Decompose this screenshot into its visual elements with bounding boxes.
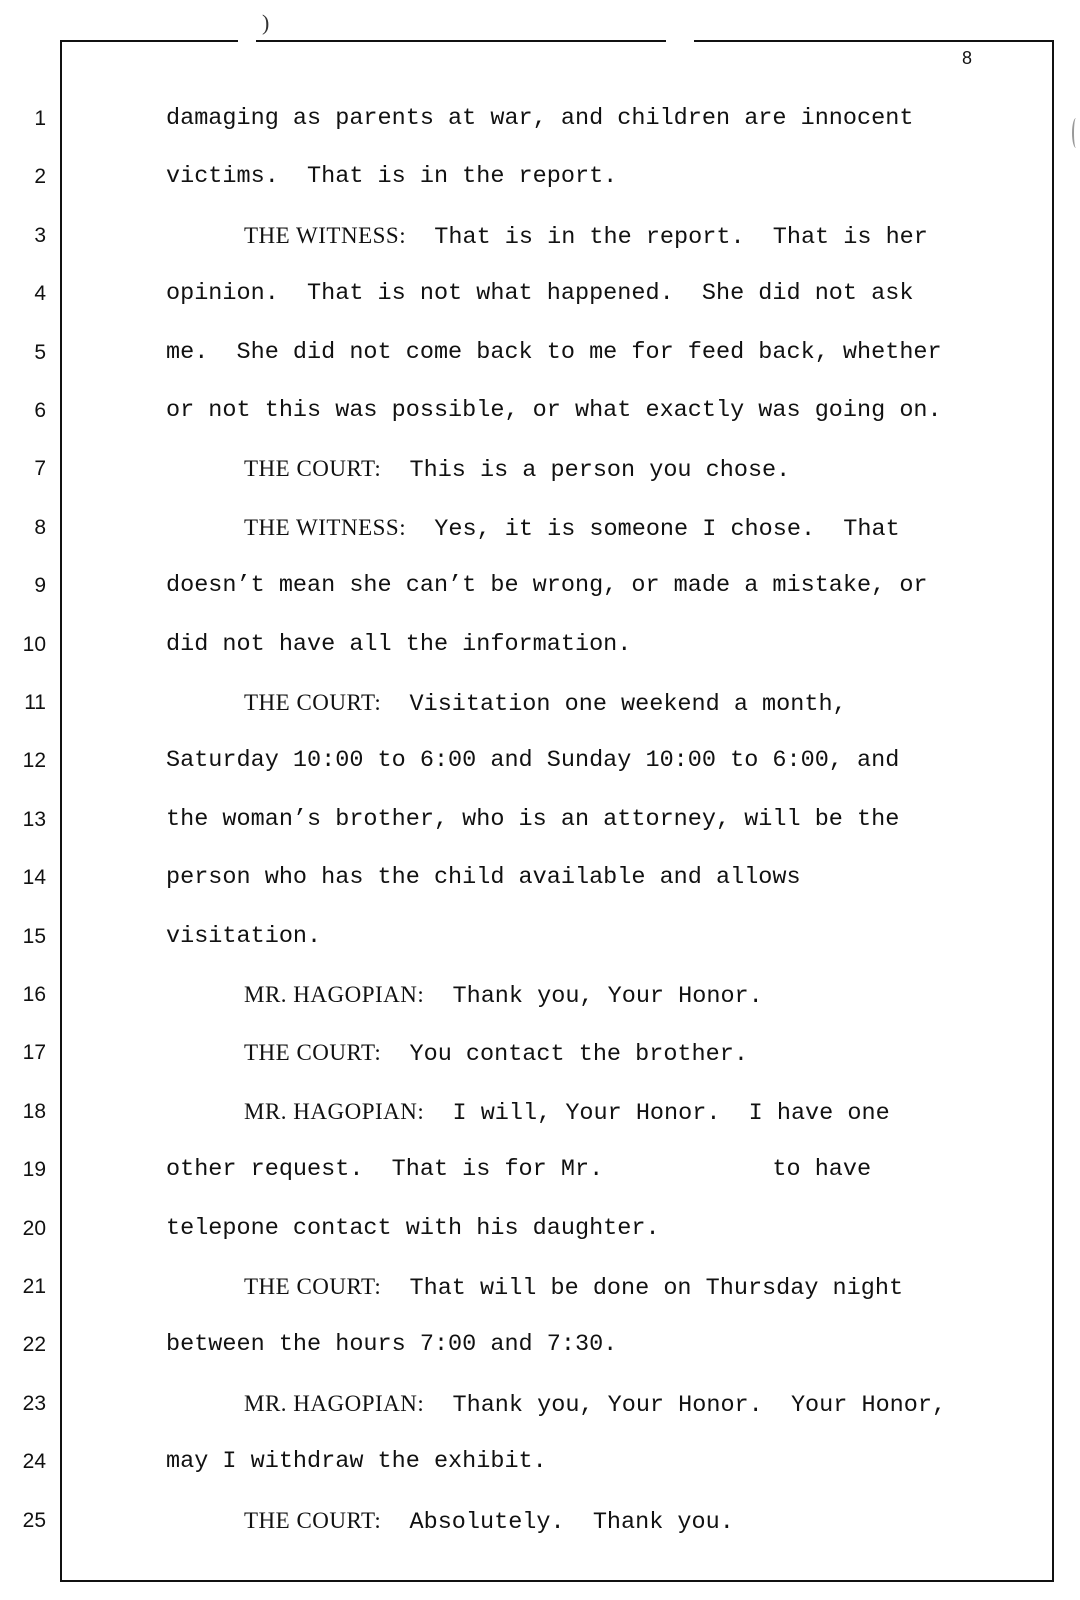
- line-text: This is a person you chose.: [381, 457, 791, 485]
- transcript-line: [166, 1216, 660, 1242]
- line-number: 6: [34, 399, 46, 422]
- transcript-line: [244, 982, 763, 1010]
- transcript-line: [244, 1040, 748, 1068]
- line-number: 24: [22, 1450, 46, 1474]
- line-number: 25: [22, 1508, 46, 1532]
- transcript-line: [166, 398, 942, 424]
- transcript-line: [244, 515, 900, 543]
- speaker-label: THE COURT:: [244, 1274, 382, 1299]
- speaker-label: MR. HAGOPIAN:: [244, 982, 425, 1007]
- line-number: 4: [34, 282, 46, 306]
- line-number: 18: [22, 1099, 46, 1123]
- top-mark: ): [262, 10, 270, 35]
- line-number: 13: [22, 807, 46, 831]
- line-text: the woman’s brother, who is an attorney, will be the: [166, 805, 900, 833]
- page-number: 8: [962, 48, 973, 68]
- speaker-label: THE COURT:: [244, 1507, 382, 1533]
- line-text: Thank you, Your Honor. Your Honor,: [424, 1391, 947, 1419]
- line-number: 22: [22, 1333, 46, 1357]
- line-text: may I withdraw the exhibit.: [166, 1448, 547, 1476]
- line-number: 8: [34, 515, 46, 539]
- transcript-line: [166, 281, 913, 307]
- line-text: That will be done on Thursday night: [381, 1275, 904, 1302]
- line-number: 3: [34, 223, 46, 247]
- speaker-label: THE COURT:: [244, 456, 382, 482]
- speaker-label: MR. HAGOPIAN:: [244, 1390, 425, 1416]
- line-text: visitation.: [166, 922, 322, 950]
- line-text: Thank you, Your Honor.: [424, 983, 763, 1010]
- transcript-line: [166, 1332, 617, 1358]
- line-text: opinion. That is not what happened. She did not ask: [166, 280, 914, 308]
- line-number: 19: [22, 1158, 46, 1182]
- line-text: I will, Your Honor. I have one: [424, 1099, 890, 1127]
- line-text: Saturday 10:00 to 6:00 and Sunday 10:00 to 6:00, and: [166, 747, 900, 775]
- line-text: victims. That is in the report.: [166, 163, 618, 191]
- line-number: 10: [22, 632, 46, 656]
- transcript-line: [166, 340, 942, 366]
- line-number: 11: [24, 691, 46, 714]
- transcript-line: [166, 865, 801, 891]
- line-number: 23: [22, 1391, 46, 1415]
- transcript-line: [244, 690, 847, 718]
- speaker-label: THE WITNESS:: [244, 514, 407, 540]
- transcript-line: [244, 1508, 734, 1536]
- line-number: 7: [34, 457, 46, 481]
- transcript-line: [166, 1157, 871, 1183]
- speaker-label: MR. HAGOPIAN:: [244, 1098, 425, 1124]
- transcript-line: [244, 1099, 890, 1127]
- line-text: or not this was possible, or what exactly was going on.: [166, 397, 942, 424]
- line-number: 1: [34, 107, 46, 130]
- line-text: Visitation one weekend a month,: [381, 691, 847, 718]
- line-number: 15: [22, 924, 46, 948]
- line-number: 17: [22, 1041, 46, 1065]
- line-number: 16: [22, 983, 46, 1006]
- transcript-line: [166, 807, 899, 833]
- speaker-label: THE COURT:: [244, 690, 382, 715]
- line-number: 14: [22, 866, 46, 890]
- line-text: Absolutely. Thank you.: [381, 1508, 734, 1536]
- line-text: You contact the brother.: [381, 1041, 748, 1069]
- line-text: That is in the report. That is her: [406, 223, 928, 251]
- line-text: Yes, it is someone I chose. That: [406, 515, 900, 543]
- transcript-line: [166, 748, 899, 774]
- transcript-line: [244, 1391, 946, 1419]
- line-text: did not have all the information.: [166, 630, 632, 658]
- line-text: me. She did not come back to me for feed back, whether: [166, 338, 942, 366]
- line-text: other request. That is for Mr. to have: [166, 1156, 872, 1184]
- transcript-line: [166, 164, 617, 190]
- line-text: doesn’t mean she can’t be wrong, or made a mistake, or: [166, 572, 928, 600]
- line-number: 9: [34, 574, 46, 598]
- transcript-line: [244, 456, 790, 484]
- line-text: between the hours 7:00 and 7:30.: [166, 1331, 618, 1359]
- transcript-line: [244, 223, 928, 251]
- line-text: telepone contact with his daughter.: [166, 1214, 660, 1242]
- transcript-line: [166, 1449, 547, 1475]
- transcript-line: [166, 106, 913, 132]
- transcript-line: [244, 1274, 903, 1302]
- line-number: 20: [22, 1216, 46, 1240]
- line-number: 12: [22, 749, 46, 773]
- line-number: 2: [34, 165, 46, 189]
- line-text: damaging as parents at war, and children are innocent: [166, 105, 914, 132]
- speaker-label: THE WITNESS:: [244, 222, 407, 248]
- line-number: 21: [22, 1275, 46, 1298]
- transcript-line: [166, 573, 928, 599]
- transcript-line: [166, 924, 321, 950]
- transcript-line: [166, 632, 631, 658]
- line-number: 5: [34, 340, 46, 364]
- line-text: person who has the child available and allows: [166, 864, 801, 892]
- speaker-label: THE COURT:: [244, 1040, 382, 1066]
